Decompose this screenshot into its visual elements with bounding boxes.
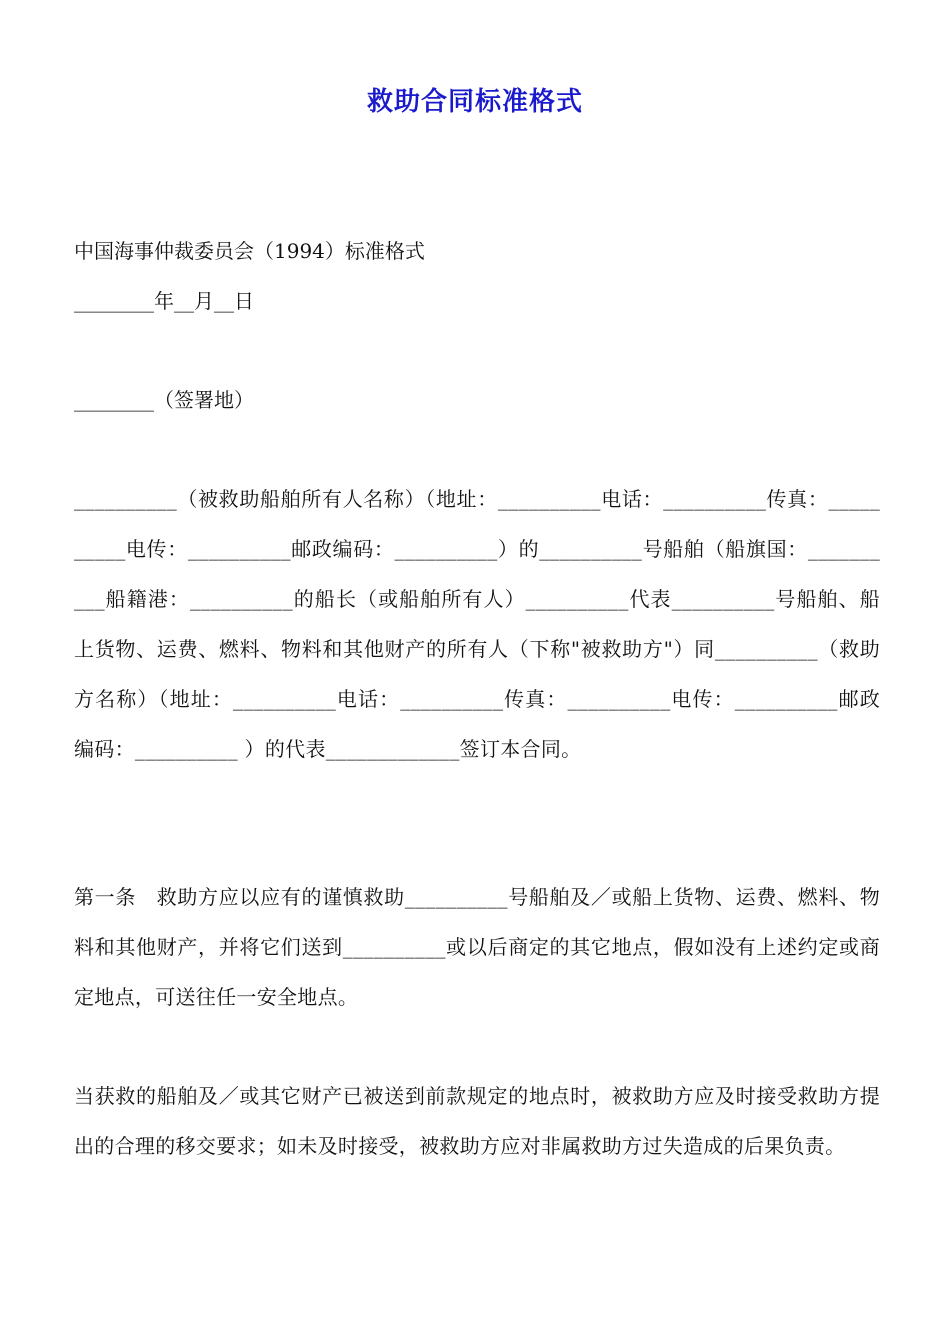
document-title: 救助合同标准格式 (366, 87, 583, 117)
document-subtitle: 中国海事仲裁委员会（1994）标准格式 (74, 239, 425, 263)
signing-place-line: ________（签署地） (74, 388, 254, 412)
article-1-second-paragraph: 当获救的船舶及／或其它财产已被送到前款规定的地点时，被救助方应及时接受救助方提出的合理的移交要求；如未及时接受，被救助方应对非属救助方过失造成的后果负责。 (74, 1084, 880, 1158)
article-1-paragraph: 第一条 救助方应以应有的谨慎救助__________号船舶及／或船上货物、运费、燃料、物料和其他财产，并将它们送到__________或以后商定的其它地点，假如没有上述约定或商定地点，可送往任一安全地点。 (74, 885, 880, 1009)
date-line: ________年__月__日 (74, 289, 254, 313)
parties-paragraph: __________（被救助船舶所有人名称）（地址：__________电话：__________传真：__________电传：__________邮政编码：__________）的__________号船舶（船旗国：__________船籍港：__________的船长（或船舶所有人）__________代表__________号船舶、船上货物、运费、燃料、物料和其他财产的所有人（下称"被救助方"）同__________（救助方名称）（地址：__________电话：__________传真：__________电传：__________邮政编码：__________ ）的代表_____________签订本合同。 (74, 487, 880, 761)
